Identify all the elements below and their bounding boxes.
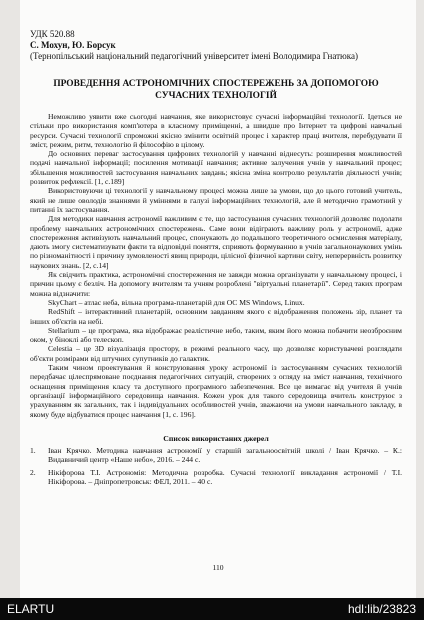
paragraph: Stellarium – це програма, яка відображає реалістичне небо, таким, яким його можна побачити неозброєним оком, у біноклі або телескоп. — [30, 325, 402, 345]
page-number: 110 — [212, 563, 224, 572]
article-title: ПРОВЕДЕННЯ АСТРОНОМІЧНИХ СПОСТЕРЕЖЕНЬ ЗА ДОПОМОГОЮ СУЧАСНИХ ТЕХНОЛОГІЙ — [53, 79, 379, 101]
paragraph: Як свідчить практика, астрономічні спостереження не завжди можна організувати у навчальному процесі, і причин цьому є безліч. На допомогу вчителям та учням розроблені "віртуальні планетарії". Серед таких програм можна відзначити: — [30, 270, 402, 298]
reference-text: Іван Крячко. Методика навчання астрономії у старшій загальноосвітній школі / Іван Крячко. – К.: Видавничий центр «Наше небо», 2016. – 244 с. — [48, 446, 402, 465]
paragraph: SkyChart – атлас неба, вільна програма-планетарій для ОС MS Windows, Linux. — [48, 297, 305, 307]
repository-name: ELARTU — [7, 602, 55, 616]
paragraph: Для методики навчання астрономії важливим є те, що застосування сучасних технологій дозволяє подолати проблему навчальних астрономічних спостережень. Саме вони відіграють важливу роль у астрономії, адже спостереження активізують навчальний процес, спонукають до подальшого теоретичного осмислення матеріалу, дають змогу систематизувати факти та відповідні поняття, сприяють формуванню в учнів загальнонаукових умінь по різноманітності і причину зумовленості явищ природи, цілісної фізичної картини світу, неперервність розвитку наукових знань. [2, с.14] — [30, 214, 402, 270]
repository-footer — [0, 598, 424, 620]
reference-text: Нікіфорова Т.І. Астрономія: Методична розробка. Сучасні технології викладання астрономії / Т.І. Нікіфорова. – Дніпропетровськ: ФЕЛ, 2011. – 40 с. — [48, 467, 402, 486]
article-body — [30, 112, 402, 419]
document-page — [20, 0, 416, 598]
affiliation: (Тернопільський національний педагогічний університет імені Володимира Гнатюка) — [30, 51, 358, 61]
page-content — [30, 29, 402, 486]
udk-code: УДК 520.88 — [30, 29, 75, 39]
authors: С. Мохун, Ю. Борсук — [30, 40, 116, 50]
handle-identifier: hdl:lib/23823 — [347, 602, 416, 616]
paragraph: Неможливо уявити вже сьогодні навчання, яке використовує сучасні інформаційні технології. Ідеться не стільки про використання комп'ютера в класному приміщенні, а швидше про Інтернет та цифрові навчальні ресурси. Сучасні технології спроможні якісно змінити освітній процес і характер праці вчителя, перебудувати її зміст, режим, ритм, технологію й філософію в цілому. — [30, 112, 402, 149]
paragraph: Таким чином проектування й конструювання уроку астрономії із застосуванням сучасних технологій передбачає цілеспрямоване поєднання педагогічних ситуацій, створених з огляду на зміст навчання, технічного оснащення приміщення класу та доступного програмного забезпечення. Все це вимагає від учителя й учнів організації інформаційного середовища навчання. Кожен урок для такого середовища вчитель конструює з урахуванням як загальних, так і індивідуальних особливостей учнів, зважаючи на умови навчального закладу, в якому буде відбуватися процес навчання [1, с. 196]. — [30, 363, 402, 419]
paragraph: До основних переваг застосування цифрових технологій у навчанні віднесуть: розширення можливостей подачі навчальної інформації; посилення мотивації навчання; активне залучення учнів у навчальний процес; збільшення можливостей застосування навчальних завдань; якісна зміна контролю результатів діяльності учнів; розвиток рефлексії. [1, с.189] — [30, 149, 402, 187]
reference-number: 1. — [30, 446, 36, 456]
reference-item — [30, 446, 402, 465]
paragraph: Celestia – це 3D візуалізація простору, в режимі реального часу, що дозволяє користувачеві розглядати об'єкти розмірами від штучних супутників до галактик. — [30, 344, 402, 363]
references-heading: Список використаних джерел — [163, 433, 269, 443]
paragraph: Використовуючи ці технології у навчальному процесі можна лише за умови, що до цього готовий учитель, який не лише оволодів знаннями й уміннями в галузі інформаційних технологій, але й методично грамотний у питанні їх застосування. — [30, 186, 402, 214]
paragraph: RedShift – інтерактивний планетарій, основним завданням якого є відображення положень зір, планет та інших об'єктів на небі. — [30, 307, 402, 326]
reference-number: 2. — [30, 467, 36, 477]
reference-item — [30, 468, 402, 487]
